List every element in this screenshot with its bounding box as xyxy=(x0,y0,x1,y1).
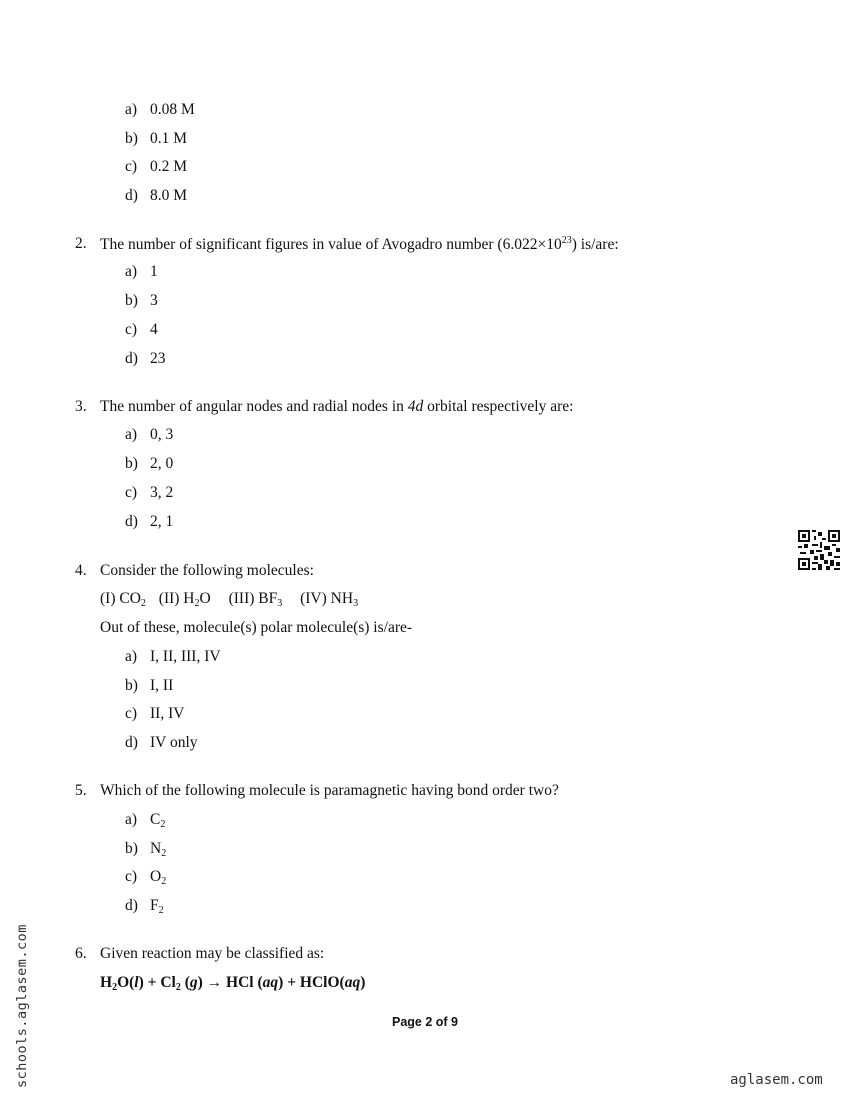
q3-text: The number of angular nodes and radial nodes in 4d orbital respectively are: xyxy=(100,398,574,415)
q3-option-c: c) 3, 2 xyxy=(125,484,174,501)
q5-option-a: a) $C_2$ xyxy=(125,811,166,830)
side-watermark: schools.aglasem.com xyxy=(14,924,30,1088)
q1-option-c: c) 0.2 M xyxy=(125,158,188,175)
q2-option-b: b) 3 xyxy=(125,292,158,309)
q2-text: The number of significant figures in value of Avogadro number $(6.022\times 10^{23})$ is/are: xyxy=(100,235,619,253)
q5-option-d: d) $F_2$ xyxy=(125,897,164,916)
page-number: Page 2 of 9 xyxy=(392,1015,458,1029)
q1-option-b: b) 0.1 M xyxy=(125,130,188,147)
q4-option-a: a) I, II, III, IV xyxy=(125,648,221,665)
qr-code-icon xyxy=(798,530,840,570)
q1-option-a: a) 0.08 M xyxy=(125,101,195,118)
q4-option-b: b) I, II xyxy=(125,677,174,694)
q2-option-c: c) 4 xyxy=(125,321,158,338)
q4-option-d: d) IV only xyxy=(125,734,198,751)
q6-number: 6. xyxy=(75,945,87,962)
q4-molecules: (I) $CO_2$ (II) $H_2O$ (III) $BF_3$ (IV) $NH_3$ xyxy=(100,590,359,609)
q5-option-c: c) $O_2$ xyxy=(125,868,167,887)
q3-option-b: b) 2, 0 xyxy=(125,455,174,472)
q4-prompt: Out of these, molecule(s) polar molecule(s) is/are- xyxy=(100,619,413,636)
q6-equation: $H_2O(l) + Cl_2$ (g) → HCl (aq) + HClO(aq) xyxy=(100,974,366,993)
q3-option-d: d) 2, 1 xyxy=(125,513,174,530)
q5-text: Which of the following molecule is paramagnetic having bond order two? xyxy=(100,782,559,799)
q3-number: 3. xyxy=(75,398,87,415)
q4-number: 4. xyxy=(75,562,87,579)
q1-option-d: d) 8.0 M xyxy=(125,187,188,204)
q4-option-c: c) II, IV xyxy=(125,705,185,722)
q4-text: Consider the following molecules: xyxy=(100,562,314,579)
q5-number: 5. xyxy=(75,782,87,799)
q5-option-b: b) $N_2$ xyxy=(125,840,167,859)
q2-option-d: d) 23 xyxy=(125,350,166,367)
q2-option-a: a) 1 xyxy=(125,263,158,280)
q3-option-a: a) 0, 3 xyxy=(125,426,174,443)
bottom-watermark: aglasem.com xyxy=(730,1072,823,1088)
q6-text: Given reaction may be classified as: xyxy=(100,945,325,962)
q2-number: 2. xyxy=(75,235,87,252)
